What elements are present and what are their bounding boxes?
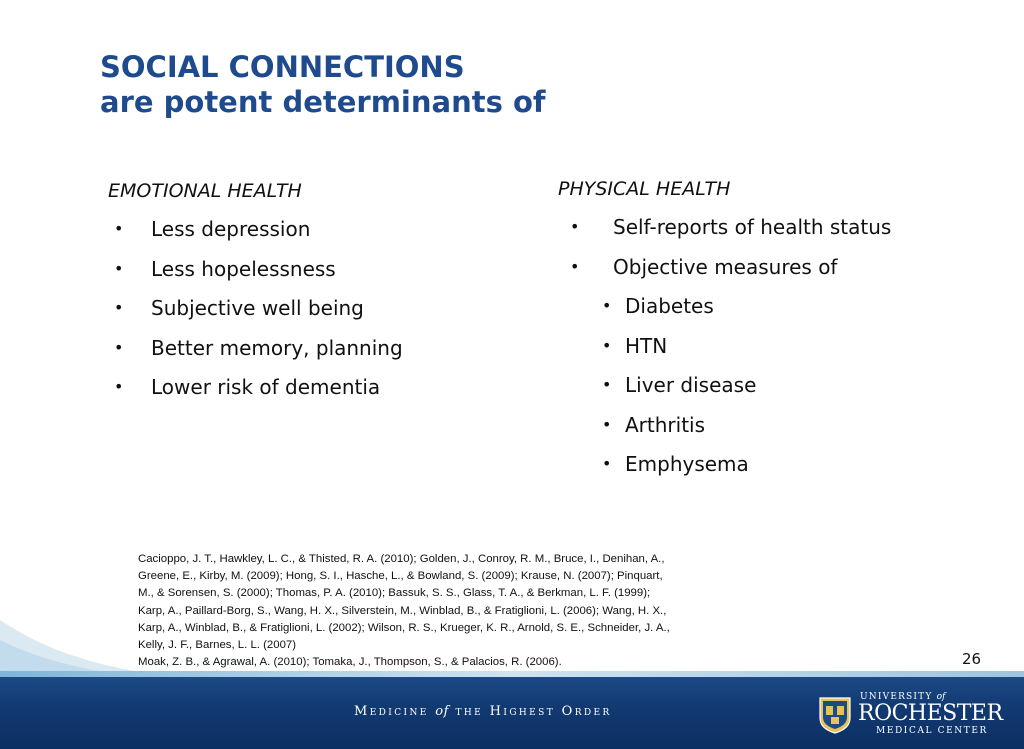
bullet-icon: • xyxy=(570,217,580,236)
emotional-health-list xyxy=(108,216,528,414)
list-item xyxy=(558,412,998,452)
list-item xyxy=(558,451,998,491)
references xyxy=(138,551,798,671)
list-item-text: Less hopelessness xyxy=(151,256,336,281)
reference-line: Greene, E., Kirby, M. (2009); Hong, S. I., Hasche, L., & Bowland, S. (2009); Krause, N. (2007); Pinquart, xyxy=(138,570,663,583)
list-item xyxy=(558,254,998,294)
list-item-text: Better memory, planning xyxy=(151,335,403,360)
list-item xyxy=(108,216,528,256)
physical-health-heading: PHYSICAL HEALTH xyxy=(558,178,731,200)
reference-line: Cacioppo, J. T., Hawkley, L. C., & Thisted, R. A. (2010); Golden, J., Conroy, R. M., Bruce, I., Denihan, A., xyxy=(138,553,665,565)
list-item xyxy=(558,214,998,254)
list-item-text: Lower risk of dementia xyxy=(151,375,381,399)
slide-title xyxy=(100,50,546,120)
tagline-part-2: the Highest Order xyxy=(455,704,612,719)
list-item-text: Subjective well being xyxy=(151,296,364,320)
title-line-1: SOCIAL CONNECTIONS xyxy=(100,50,465,84)
list-item-text: Self-reports of health status xyxy=(613,215,892,239)
list-item xyxy=(558,372,998,412)
logo-medical-center-text: MEDICAL CENTER xyxy=(876,726,988,736)
bullet-icon: • xyxy=(602,375,612,394)
title-line-2: are potent determinants of xyxy=(100,85,546,119)
list-item-text: HTN xyxy=(625,333,668,358)
list-item xyxy=(108,335,528,375)
university-seal-icon xyxy=(818,696,852,734)
list-item-text: Liver disease xyxy=(625,373,757,397)
bullet-icon: • xyxy=(114,298,124,317)
bullet-icon: • xyxy=(114,219,124,238)
page-number: 26 xyxy=(962,650,982,668)
bullet-icon: • xyxy=(114,258,124,278)
reference-line: Kelly, J. F., Barnes, L. L. (2007) xyxy=(138,639,297,652)
bullet-icon: • xyxy=(114,337,124,357)
tagline-part-1: Medicine xyxy=(354,704,429,719)
bullet-icon: • xyxy=(602,296,612,315)
reference-line: M., & Sorensen, S. (2000); Thomas, P. A. (2010); Bassuk, S. S., Glass, T. A., & Berkman, L. F. (1999); xyxy=(138,587,651,600)
logo-rochester-text: ROCHESTER xyxy=(858,701,1003,726)
list-item xyxy=(108,295,528,335)
physical-health-list xyxy=(558,214,998,491)
list-item-text: Arthritis xyxy=(625,412,706,437)
list-item xyxy=(108,374,528,414)
bullet-icon: • xyxy=(602,414,612,434)
logo-of-text: of xyxy=(936,692,946,702)
reference-line: Karp, A., Winblad, B., & Fratiglioni, L. (2002); Wilson, R. S., Krueger, K. R., Arnold, S. E., Schneider, J. A., xyxy=(138,621,670,634)
bullet-icon: • xyxy=(570,256,580,276)
decorative-swoosh xyxy=(0,560,140,680)
bullet-icon: • xyxy=(114,377,124,396)
tagline-of: of xyxy=(435,704,449,719)
list-item xyxy=(108,256,528,296)
list-item-text: Less depression xyxy=(151,217,311,241)
bullet-icon: • xyxy=(602,454,612,473)
emotional-health-column xyxy=(108,178,528,414)
emotional-health-heading: EMOTIONAL HEALTH xyxy=(108,180,302,202)
list-item xyxy=(558,293,998,333)
logo-university-text: UNIVERSITY xyxy=(860,692,933,702)
bullet-icon: • xyxy=(602,335,612,355)
list-item-text: Emphysema xyxy=(625,452,749,476)
list-item-text: Objective measures of xyxy=(613,254,838,279)
list-item-text: Diabetes xyxy=(625,294,714,318)
reference-line: Karp, A., Paillard-Borg, S., Wang, H. X., Silverstein, M., Winblad, B., & Fratiglioni, L. (2006); Wang, H. X., xyxy=(138,604,667,617)
physical-health-column xyxy=(558,176,998,491)
list-item xyxy=(558,333,998,373)
footer-tagline xyxy=(354,704,612,719)
reference-line: Moak, Z. B., & Agrawal, A. (2010); Tomaka, J., Thompson, S., & Palacios, R. (2006). xyxy=(138,656,562,669)
university-logo xyxy=(818,692,1008,742)
